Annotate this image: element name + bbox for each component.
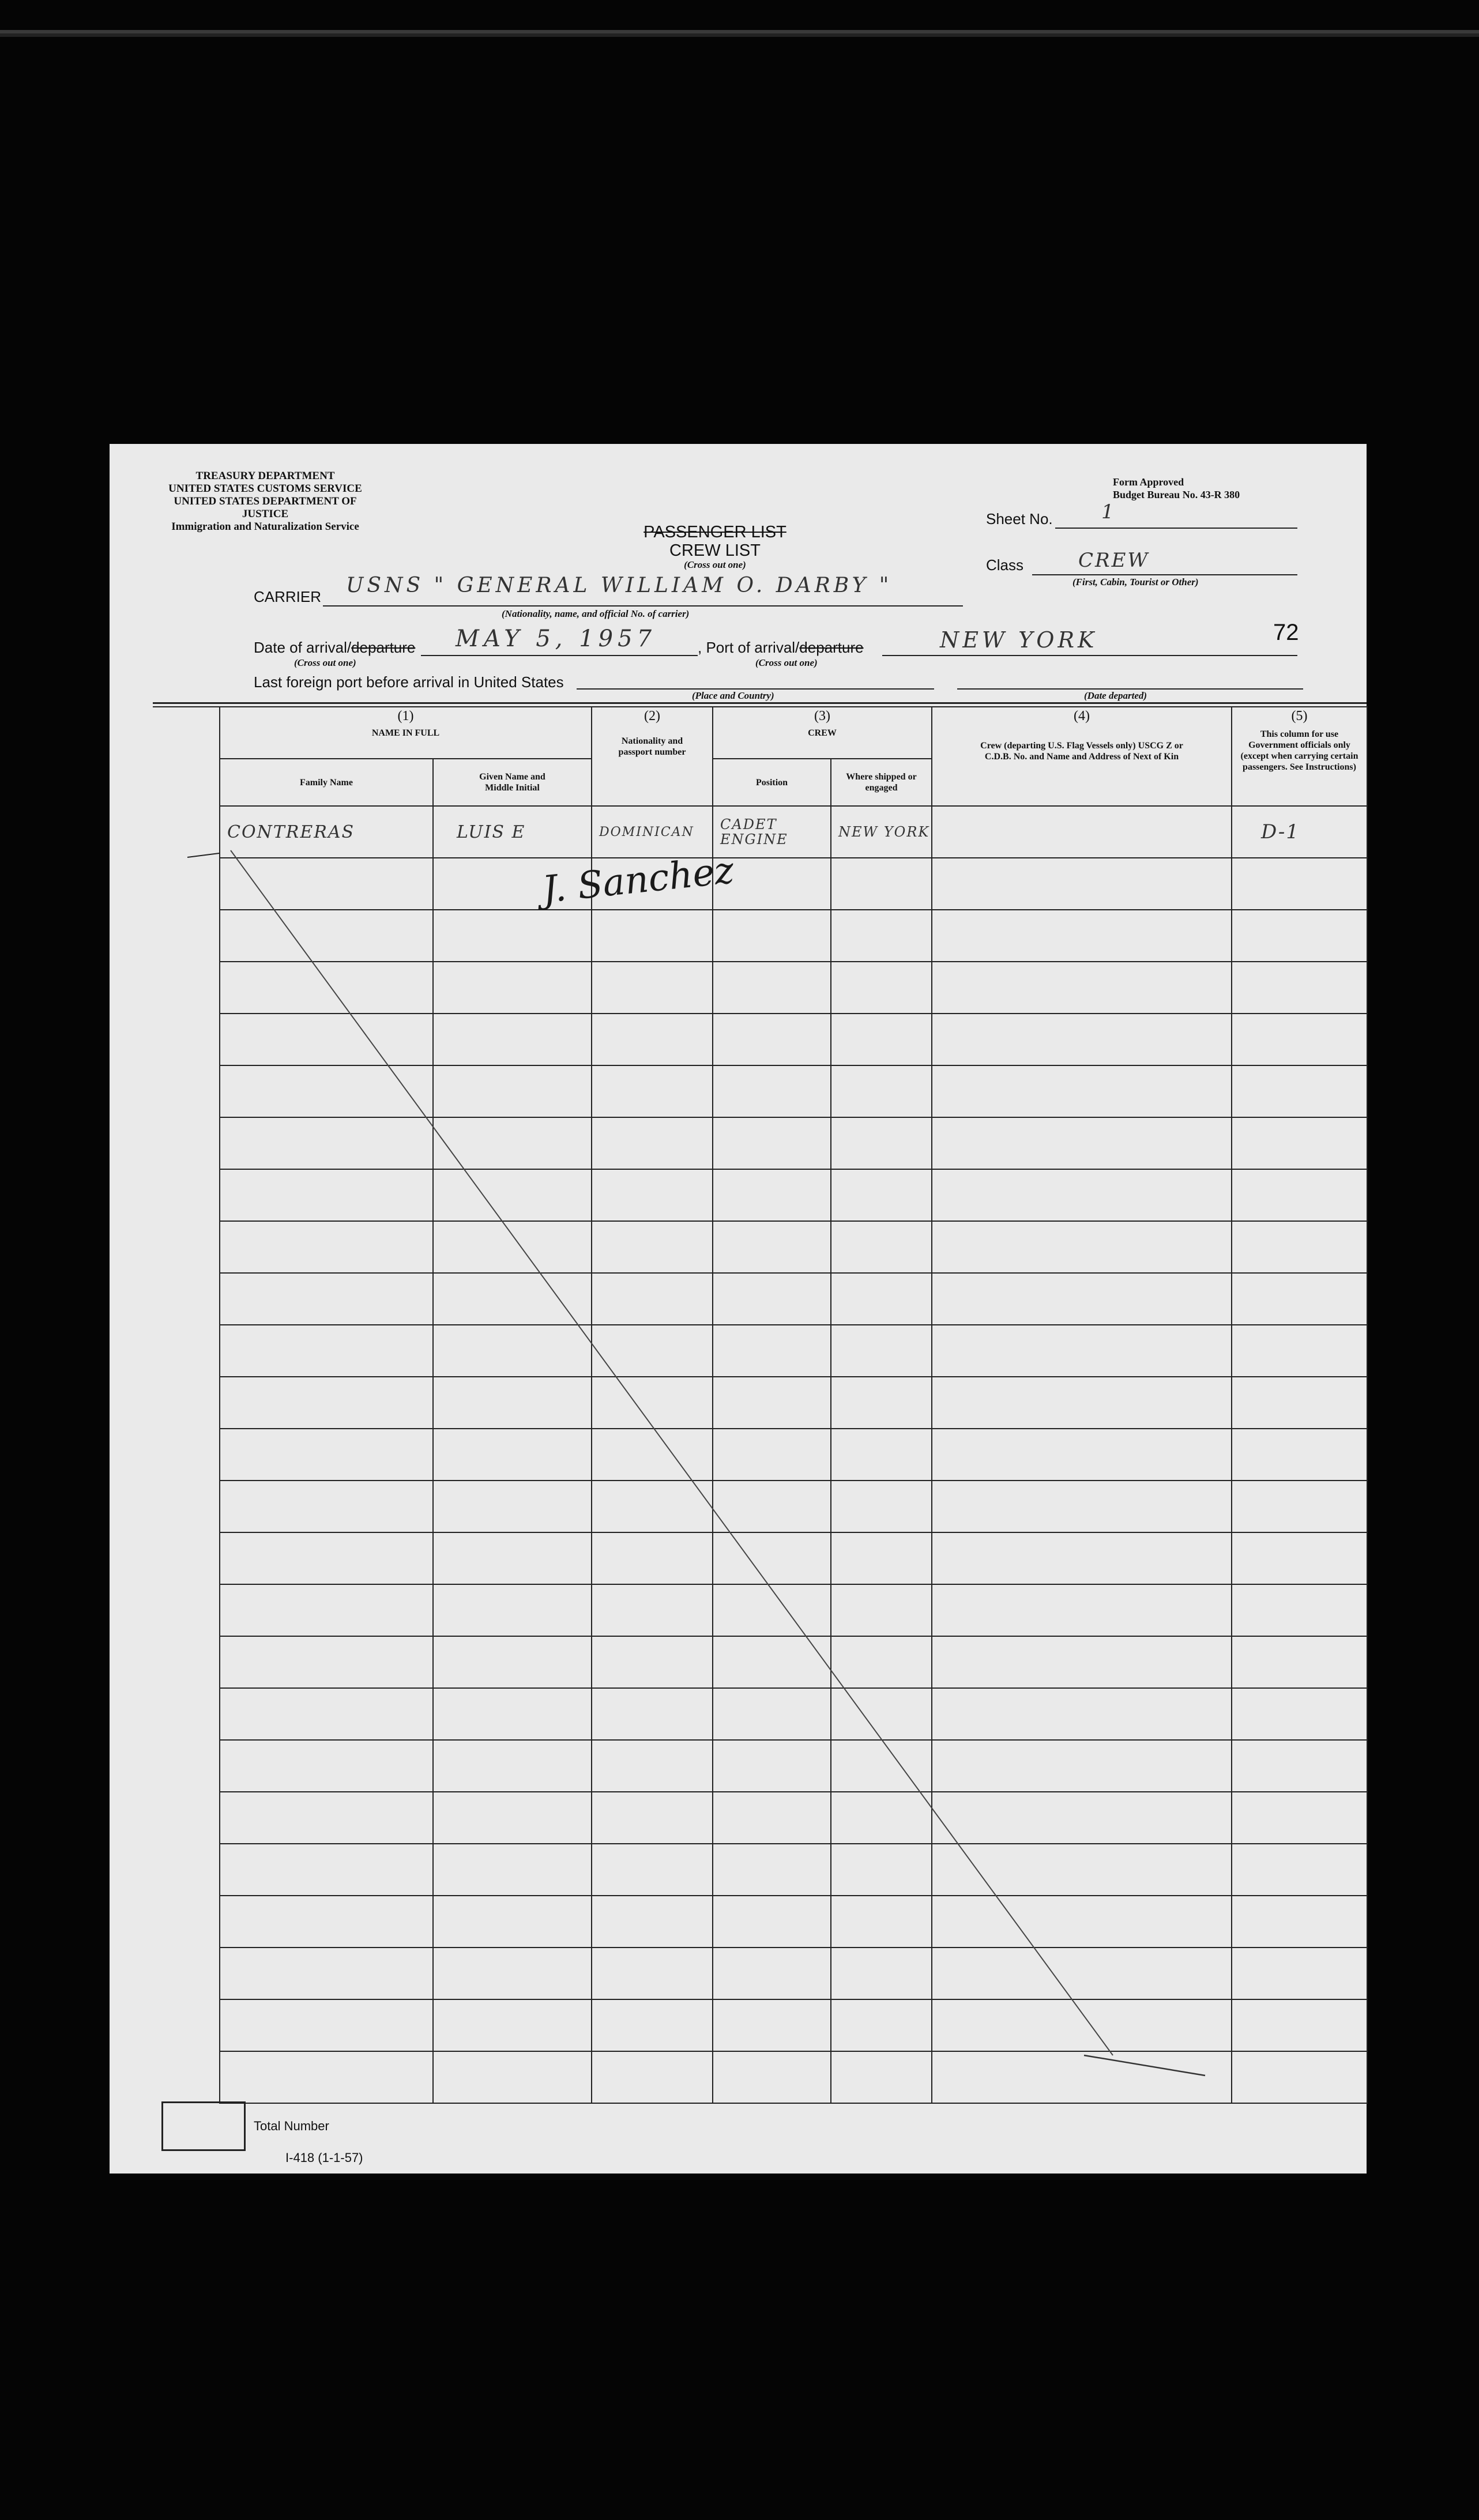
date-departed-hint: (Date departed) xyxy=(1084,690,1147,701)
date-value: MAY 5, 1957 xyxy=(456,626,657,652)
agency-line-4: Immigration and Naturalization Service xyxy=(171,521,359,533)
col-2-number: (2) xyxy=(644,709,660,724)
given-name-label: Given Name and Middle Initial xyxy=(479,772,545,793)
class-label: Class xyxy=(986,556,1024,574)
col-1-number: (1) xyxy=(397,709,414,724)
port-label-prefix: , Port of arrival/ xyxy=(698,639,800,656)
form-approved: Form Approved xyxy=(1113,476,1184,488)
cancellation-scribble xyxy=(1084,2055,1205,2075)
official-use-cell: D-1 xyxy=(1232,806,1367,858)
title-passenger-list: PASSENGER LIST xyxy=(643,523,786,541)
class-hint: (First, Cabin, Tourist or Other) xyxy=(1072,577,1199,587)
position-label: Position xyxy=(755,777,788,788)
crew-list-form xyxy=(110,444,1367,2174)
col-3-number: (3) xyxy=(814,709,830,724)
official-use-header: This column for use Government officials only (except when carrying certain passengers. See Instructions) xyxy=(1240,729,1358,772)
carrier-value: USNS " GENERAL WILLIAM O. DARBY " xyxy=(346,574,893,597)
where-shipped-cell: NEW YORK xyxy=(831,806,932,858)
class-value: CREW xyxy=(1078,549,1150,572)
cancellation-stroke xyxy=(231,850,1113,2055)
nationality-header: Nationality and passport number xyxy=(618,736,686,757)
title-crew-list: CREW LIST xyxy=(669,541,761,560)
last-port-label: Last foreign port before arrival in United States xyxy=(254,673,564,691)
total-number-label: Total Number xyxy=(254,2119,329,2133)
film-edge-top-2 xyxy=(0,33,1479,37)
name-in-full-label: NAME IN FULL xyxy=(371,728,440,738)
row-start-tick xyxy=(187,853,219,857)
cancellation-line xyxy=(110,444,1367,2174)
title-cross-out-hint: (Cross out one) xyxy=(684,559,746,570)
form-number: I-418 (1-1-57) xyxy=(285,2150,363,2165)
agency-line-1: TREASURY DEPARTMENT xyxy=(195,470,335,482)
agency-line-3: UNITED STATES DEPARTMENT OF JUSTICE xyxy=(174,495,357,520)
carrier-hint: (Nationality, name, and official No. of carrier) xyxy=(502,608,690,619)
crew-info-header: Crew (departing U.S. Flag Vessels only) USCG Z or C.D.B. No. and Name and Address of Next of Kin xyxy=(980,741,1183,762)
family-name-label: Family Name xyxy=(300,777,353,788)
family-name-cell: CONTRERAS xyxy=(220,806,433,858)
crew-label: CREW xyxy=(808,728,837,738)
port-cross-out-hint: (Cross out one) xyxy=(755,657,818,668)
nationality-cell: DOMINICAN xyxy=(592,806,713,858)
sheet-label: Sheet No. xyxy=(986,510,1053,528)
where-shipped-label: Where shipped or engaged xyxy=(846,772,917,793)
signature: J. Sanchez xyxy=(540,849,736,912)
position-cell: CADET ENGINE xyxy=(713,806,831,858)
port-value: NEW YORK xyxy=(940,627,1098,653)
agency-line-2: UNITED STATES CUSTOMS SERVICE xyxy=(168,483,362,495)
place-hint: (Place and Country) xyxy=(692,690,774,701)
col-5-number: (5) xyxy=(1291,709,1308,724)
date-cross-out-hint: (Cross out one) xyxy=(294,657,356,668)
budget-bureau: Budget Bureau No. 43-R 380 xyxy=(1113,489,1240,500)
port-label-struck: departure xyxy=(799,639,864,656)
date-label-struck: departure xyxy=(351,639,416,656)
carrier-label: CARRIER xyxy=(254,588,322,605)
sheet-value: 1 xyxy=(1101,500,1116,523)
page-number: 72 xyxy=(1273,620,1299,645)
date-label-prefix: Date of arrival/ xyxy=(254,639,352,656)
col-4-number: (4) xyxy=(1074,709,1090,724)
given-name-cell: LUIS E xyxy=(433,806,592,858)
